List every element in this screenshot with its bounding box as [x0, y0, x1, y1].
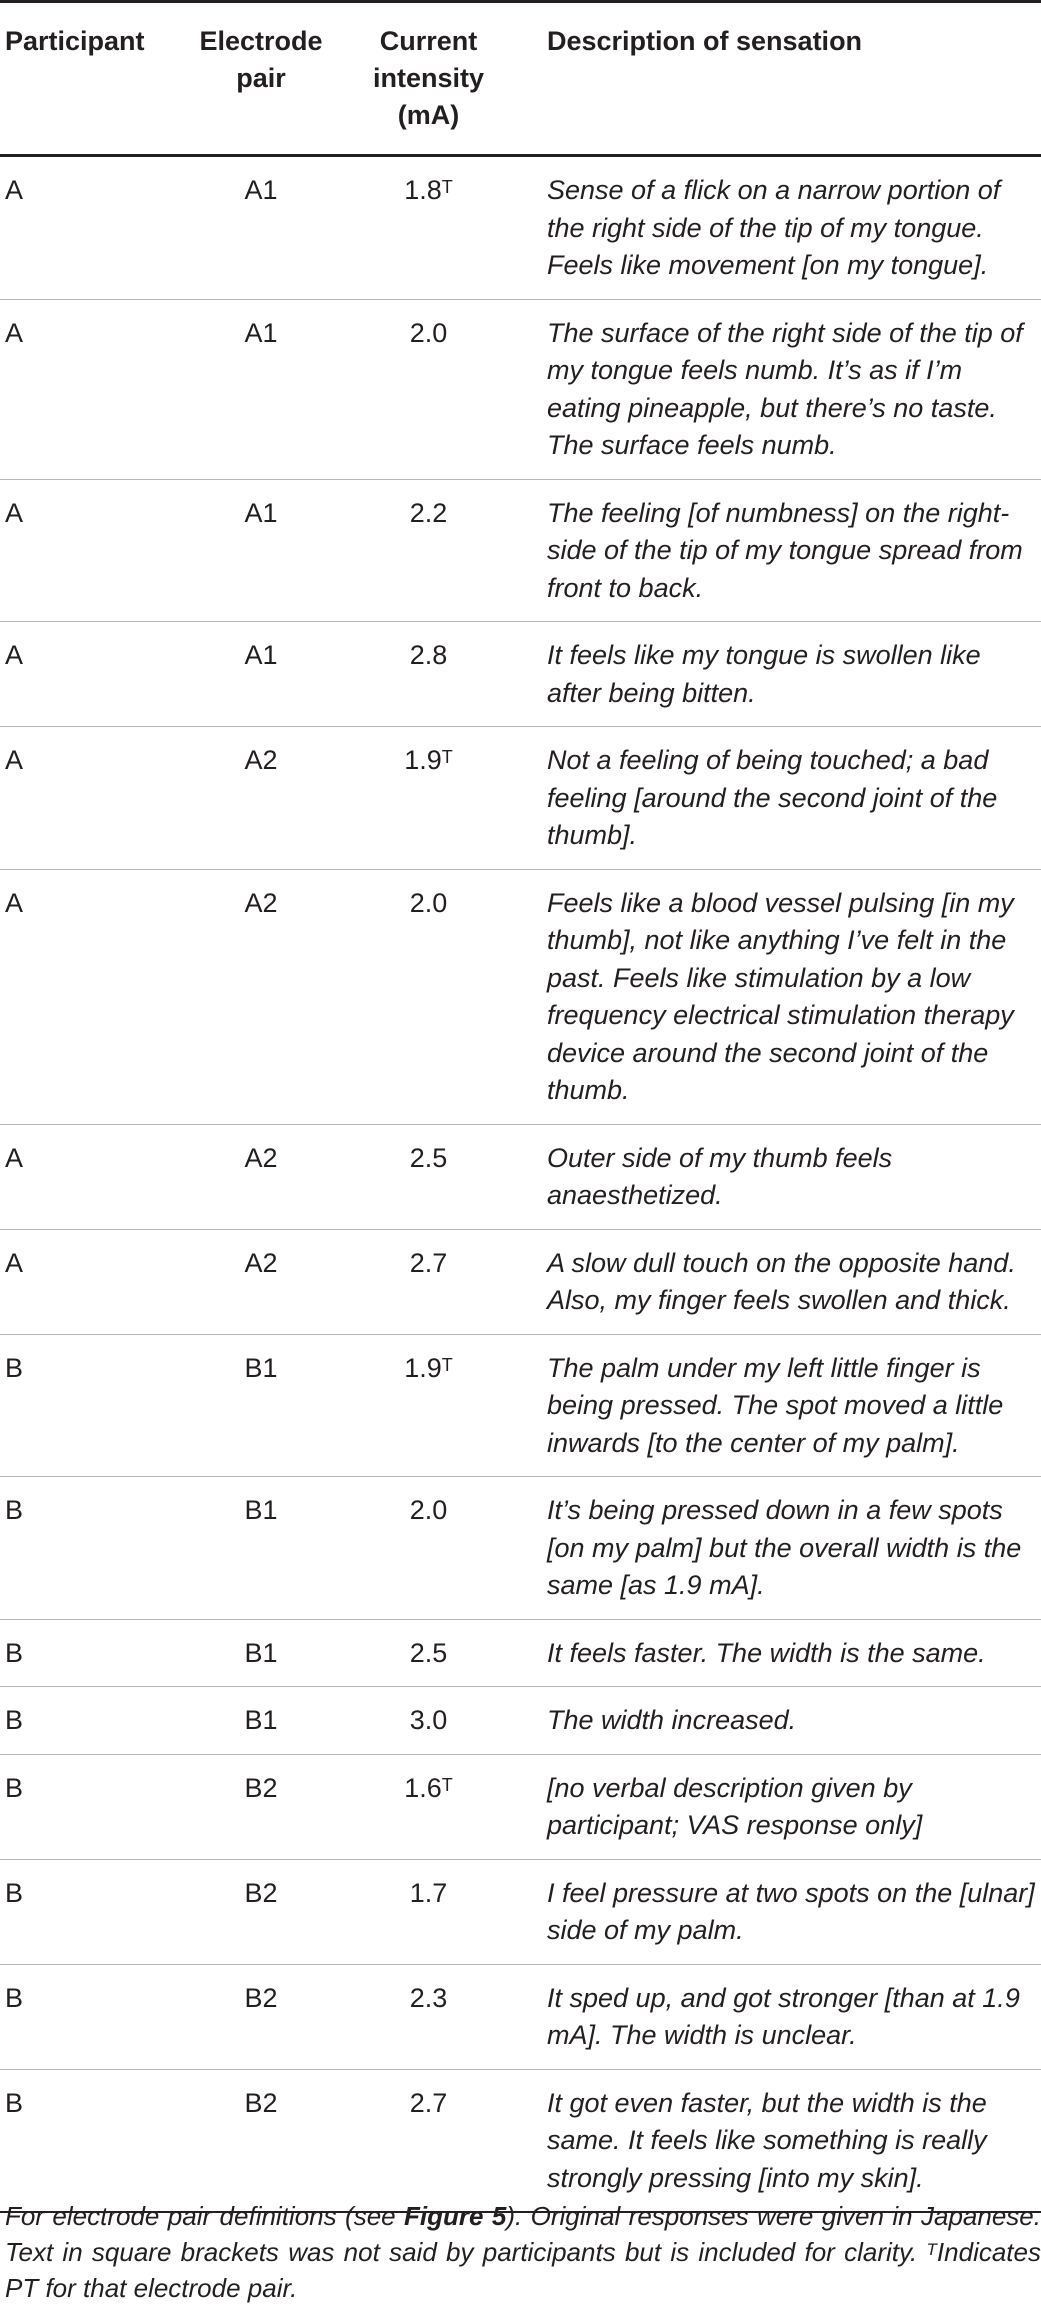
- cell-current-intensity: 2.7: [350, 1229, 507, 1334]
- table-header: [0, 2, 1041, 156]
- pt-superscript: T: [441, 177, 453, 197]
- cell-description: The feeling [of numbness] on the right-side of the tip of my tongue spread from front to back.: [507, 479, 1041, 622]
- table-row: [0, 479, 1041, 622]
- header-electrode-pair: Electrode pair: [172, 2, 350, 156]
- cell-current-intensity: 2.3: [350, 1964, 507, 2069]
- pt-superscript: T: [441, 1354, 453, 1375]
- cell-electrode-pair: A2: [172, 869, 350, 1124]
- cell-participant: B: [0, 1859, 172, 1964]
- cell-participant: B: [0, 2069, 172, 2212]
- cell-description: It sped up, and got stronger [than at 1.9 mA]. The width is unclear.: [507, 1964, 1041, 2069]
- cell-current-intensity: 3.0: [350, 1687, 507, 1755]
- cell-participant: B: [0, 1477, 172, 1620]
- cell-current-intensity: 2.0: [350, 1477, 507, 1620]
- cell-current-intensity: $1.6^T$: [350, 1754, 507, 1859]
- table-row: [0, 1687, 1041, 1755]
- cell-participant: A: [0, 1229, 172, 1334]
- cell-description: Feels like a blood vessel pulsing [in my thumb], not like anything I’ve felt in the past. Feels like stimulation by a low frequency electrical stimulation therapy device around the second joint of the thumb.: [507, 869, 1041, 1124]
- cell-participant: A: [0, 1124, 172, 1229]
- header-row: [0, 2, 1041, 156]
- cell-electrode-pair: B2: [172, 1859, 350, 1964]
- cell-description: Not a feeling of being touched; a bad feeling [around the second joint of the thumb].: [507, 727, 1041, 870]
- cell-current-intensity: $1.9^T$: [350, 727, 507, 870]
- table-row: [0, 1334, 1041, 1477]
- cell-participant: B: [0, 1754, 172, 1859]
- table-row: [0, 156, 1041, 300]
- cell-participant: A: [0, 479, 172, 622]
- cell-electrode-pair: B1: [172, 1477, 350, 1620]
- cell-participant: B: [0, 1687, 172, 1755]
- pt-superscript: T: [441, 1774, 453, 1795]
- cell-current-intensity: 1.7: [350, 1859, 507, 1964]
- cell-participant: A: [0, 727, 172, 870]
- cell-electrode-pair: A2: [172, 1229, 350, 1334]
- cell-current-intensity: 2.5: [350, 1619, 507, 1687]
- table-row: [0, 1859, 1041, 1964]
- cell-electrode-pair: A2: [172, 1124, 350, 1229]
- cell-description: It feels faster. The width is the same.: [507, 1619, 1041, 1687]
- header-participant: Participant: [0, 2, 172, 156]
- cell-electrode-pair: B1: [172, 1687, 350, 1755]
- cell-participant: A: [0, 156, 172, 300]
- cell-participant: B: [0, 1964, 172, 2069]
- cell-description: Outer side of my thumb feels anaesthetized.: [507, 1124, 1041, 1229]
- table-row: [0, 622, 1041, 727]
- pt-superscript: T: [441, 747, 453, 767]
- table-row: [0, 727, 1041, 870]
- cell-electrode-pair: B1: [172, 1334, 350, 1477]
- cell-participant: A: [0, 299, 172, 479]
- cell-description: It feels like my tongue is swollen like after being bitten.: [507, 622, 1041, 727]
- cell-description: [no verbal description given by participant; VAS response only]: [507, 1754, 1041, 1859]
- cell-current-intensity: 2.0: [350, 869, 507, 1124]
- cell-description: The palm under my left little finger is being pressed. The spot moved a little inwards [to the center of my palm].: [507, 1334, 1041, 1477]
- cell-electrode-pair: A1: [172, 299, 350, 479]
- cell-description: I feel pressure at two spots on the [ulnar] side of my palm.: [507, 1859, 1041, 1964]
- cell-current-intensity: $1.8^T$: [350, 156, 507, 300]
- cell-current-intensity: 2.5: [350, 1124, 507, 1229]
- cell-electrode-pair: B1: [172, 1619, 350, 1687]
- cell-description: A slow dull touch on the opposite hand. Also, my finger feels swollen and thick.: [507, 1229, 1041, 1334]
- cell-current-intensity: $1.9^T$: [350, 1334, 507, 1477]
- cell-participant: A: [0, 622, 172, 727]
- cell-description: Sense of a flick on a narrow portion of the right side of the tip of my tongue. Feels like movement [on my tongue].: [507, 156, 1041, 300]
- cell-description: The surface of the right side of the tip of my tongue feels numb. It’s as if I’m eating pineapple, but there’s no taste. The surface feels numb.: [507, 299, 1041, 479]
- cell-electrode-pair: A2: [172, 727, 350, 870]
- cell-current-intensity: 2.2: [350, 479, 507, 622]
- table-row: [0, 1754, 1041, 1859]
- cell-current-intensity: 2.0: [350, 299, 507, 479]
- cell-electrode-pair: B2: [172, 1754, 350, 1859]
- cell-current-intensity: 2.8: [350, 622, 507, 727]
- table-row: [0, 1964, 1041, 2069]
- cell-description: It got even faster, but the width is the same. It feels like something is really strongly pressing [into my skin].: [507, 2069, 1041, 2212]
- cell-participant: B: [0, 1334, 172, 1477]
- figure-reference-link[interactable]: Figure 5: [404, 2201, 507, 2231]
- cell-current-intensity: 2.7: [350, 2069, 507, 2212]
- cell-electrode-pair: A1: [172, 479, 350, 622]
- pt-marker: T: [926, 2240, 937, 2259]
- cell-participant: B: [0, 1619, 172, 1687]
- table-footnote: For electrode pair definitions (see Figure 5). Original responses were given in Japanese. Text in square brackets was not said by participants but is included for clarity. $^T$Indicates PT for that electrode pair.: [5, 2201, 1041, 2303]
- table-row: [0, 1124, 1041, 1229]
- cell-electrode-pair: A1: [172, 156, 350, 300]
- table-row: [0, 299, 1041, 479]
- cell-description: It’s being pressed down in a few spots [on my palm] but the overall width is the same [as 1.9 mA].: [507, 1477, 1041, 1620]
- table-row: [0, 1619, 1041, 1687]
- table-row: [0, 1229, 1041, 1334]
- table-row: [0, 1477, 1041, 1620]
- header-current-intensity: Current intensity (mA): [350, 2, 507, 156]
- header-description: Description of sensation: [507, 2, 1041, 156]
- table-row: [0, 2069, 1041, 2212]
- cell-participant: A: [0, 869, 172, 1124]
- cell-electrode-pair: A1: [172, 622, 350, 727]
- cell-electrode-pair: B2: [172, 2069, 350, 2212]
- cell-electrode-pair: B2: [172, 1964, 350, 2069]
- table-body: [0, 156, 1041, 2213]
- table-row: [0, 869, 1041, 1124]
- cell-description: The width increased.: [507, 1687, 1041, 1755]
